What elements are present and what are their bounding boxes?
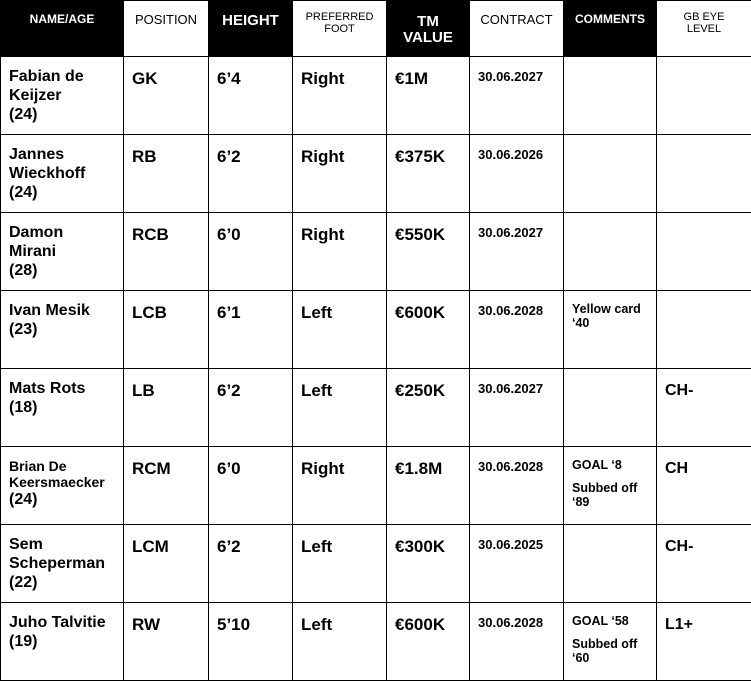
player-tm-value: €600K [387, 291, 470, 369]
player-contract: 30.06.2028 [470, 447, 564, 525]
player-height: 6’2 [209, 135, 293, 213]
table-row [1, 369, 751, 447]
player-gb-eye-level [657, 213, 751, 291]
player-name: Jannes Wieckhoff [9, 146, 85, 182]
player-gb-eye-level [657, 291, 751, 369]
player-gb-eye-level: L1+ [657, 603, 751, 681]
player-tm-value: €1M [387, 57, 470, 135]
header-preferred-foot: PREFERRED FOOT [293, 1, 387, 57]
player-comments [564, 291, 657, 369]
player-tm-value: €375K [387, 135, 470, 213]
table-row [1, 213, 751, 291]
player-age: (19) [9, 632, 115, 652]
player-position: LB [124, 369, 209, 447]
player-position: RCM [124, 447, 209, 525]
player-height: 6’4 [209, 57, 293, 135]
player-name-cell [1, 369, 124, 447]
comment-line: GOAL ‘8 [572, 458, 622, 472]
player-position: RW [124, 603, 209, 681]
player-height: 6’2 [209, 369, 293, 447]
header-contract: CONTRACT [470, 1, 564, 57]
player-tm-value: €300K [387, 525, 470, 603]
player-name: Damon Mirani [9, 224, 63, 260]
table-row [1, 603, 751, 681]
player-height: 6’2 [209, 525, 293, 603]
player-contract: 30.06.2028 [470, 603, 564, 681]
player-name: Fabian de Keijzer [9, 68, 84, 104]
player-height: 5’10 [209, 603, 293, 681]
player-position: RB [124, 135, 209, 213]
player-contract: 30.06.2027 [470, 369, 564, 447]
player-contract: 30.06.2026 [470, 135, 564, 213]
table-row [1, 525, 751, 603]
player-name-cell [1, 603, 124, 681]
player-name-cell [1, 291, 124, 369]
player-position: LCB [124, 291, 209, 369]
player-comments [564, 135, 657, 213]
player-height: 6’0 [209, 447, 293, 525]
player-contract: 30.06.2025 [470, 525, 564, 603]
player-age: (24) [9, 183, 115, 203]
player-age: (24) [9, 105, 115, 125]
comment-line: GOAL ‘58 [572, 614, 629, 628]
player-position: LCM [124, 525, 209, 603]
player-age: (18) [9, 398, 115, 418]
player-foot: Left [293, 603, 387, 681]
player-age: (28) [9, 261, 115, 281]
player-gb-eye-level: CH- [657, 525, 751, 603]
comment-line: Subbed off ‘89 [572, 481, 648, 509]
player-gb-eye-level: CH- [657, 369, 751, 447]
player-comments [564, 525, 657, 603]
comment-line: Yellow card ‘40 [572, 302, 641, 330]
player-contract: 30.06.2027 [470, 213, 564, 291]
player-name: Sem Scheperman [9, 536, 105, 572]
player-foot: Left [293, 369, 387, 447]
header-name-age: NAME/AGE [1, 1, 124, 57]
player-name: Ivan Mesik [9, 302, 90, 319]
player-height: 6’0 [209, 213, 293, 291]
player-contract: 30.06.2028 [470, 291, 564, 369]
player-comments [564, 447, 657, 525]
header-position: POSITION [124, 1, 209, 57]
player-name-cell [1, 135, 124, 213]
player-name: Mats Rots [9, 380, 85, 397]
player-foot: Left [293, 291, 387, 369]
player-age: (24) [9, 490, 115, 510]
player-foot: Left [293, 525, 387, 603]
player-comments [564, 213, 657, 291]
player-age: (22) [9, 573, 115, 593]
player-tm-value: €600K [387, 603, 470, 681]
player-foot: Right [293, 447, 387, 525]
header-gb-eye-level: GB EYE LEVEL [657, 1, 751, 57]
player-gb-eye-level [657, 135, 751, 213]
player-foot: Right [293, 213, 387, 291]
player-height: 6’1 [209, 291, 293, 369]
table-row [1, 291, 751, 369]
player-name-cell [1, 57, 124, 135]
player-name-cell [1, 213, 124, 291]
player-foot: Right [293, 57, 387, 135]
player-comments [564, 603, 657, 681]
player-comments [564, 57, 657, 135]
header-comments: COMMENTS [564, 1, 657, 57]
table-row [1, 447, 751, 525]
player-tm-value: €1.8M [387, 447, 470, 525]
player-gb-eye-level [657, 57, 751, 135]
player-name-cell [1, 447, 124, 525]
header-row [1, 1, 751, 57]
player-contract: 30.06.2027 [470, 57, 564, 135]
player-foot: Right [293, 135, 387, 213]
player-name: Juho Talvitie [9, 614, 106, 631]
player-position: RCB [124, 213, 209, 291]
player-age: (23) [9, 320, 115, 340]
player-tm-value: €550K [387, 213, 470, 291]
player-position: GK [124, 57, 209, 135]
player-tm-value: €250K [387, 369, 470, 447]
player-gb-eye-level: CH [657, 447, 751, 525]
header-tm-value: TM VALUE [387, 1, 470, 57]
player-name: Brian De Keersmaecker [9, 458, 105, 490]
table-row [1, 135, 751, 213]
comment-line: Subbed off ‘60 [572, 637, 648, 665]
player-comments [564, 369, 657, 447]
table-row [1, 57, 751, 135]
player-name-cell [1, 525, 124, 603]
header-height: HEIGHT [209, 1, 293, 57]
